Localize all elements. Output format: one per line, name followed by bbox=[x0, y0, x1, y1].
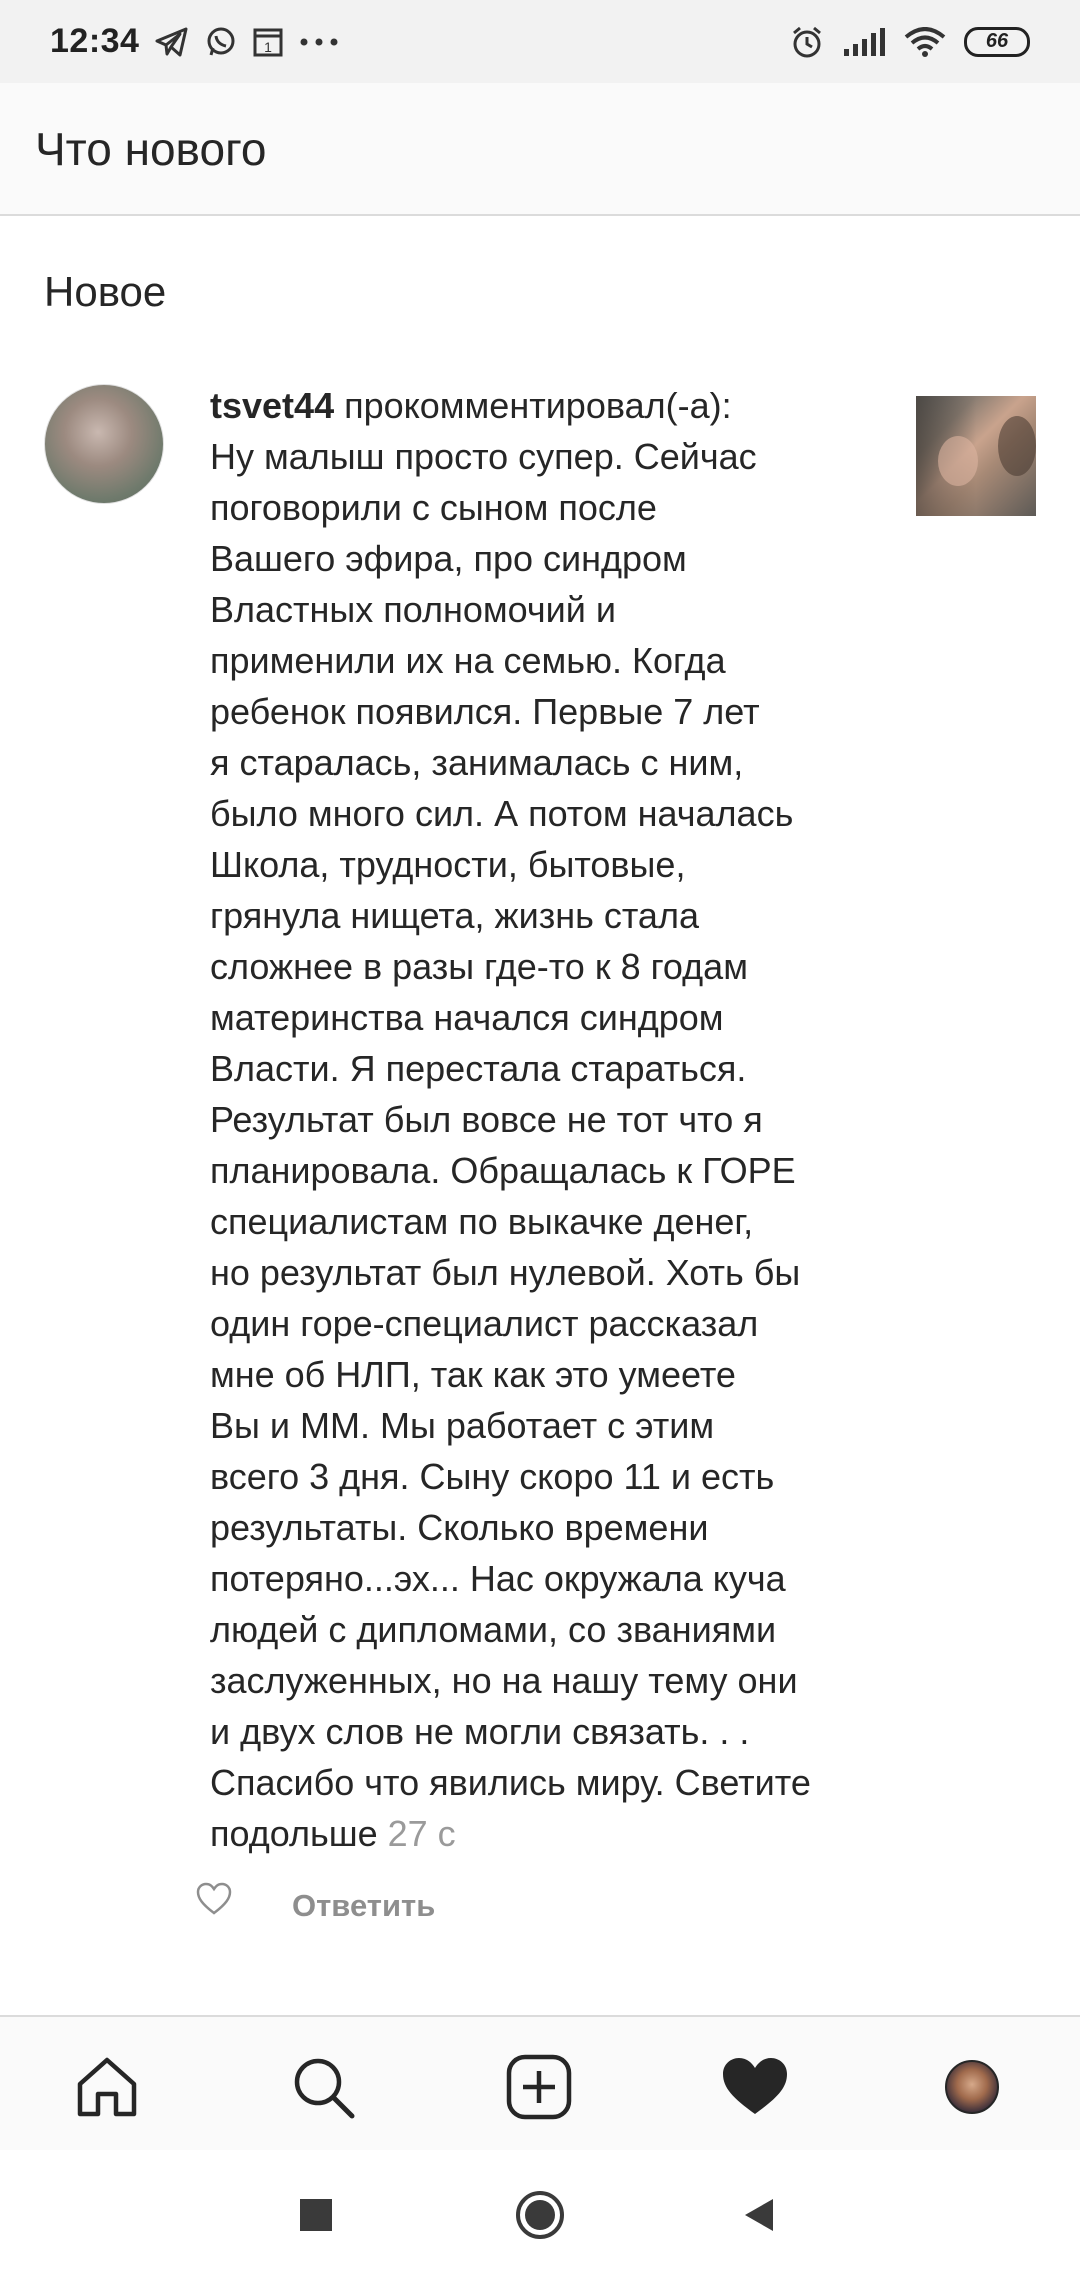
comment-line: специалистам по выкачке денег, bbox=[210, 1201, 754, 1242]
comment-line: Школа, трудности, бытовые, bbox=[210, 844, 686, 885]
alarm-icon bbox=[790, 25, 824, 59]
post-thumbnail[interactable] bbox=[916, 396, 1036, 516]
comment-line: сложнее в разы где-то к 8 годам bbox=[210, 946, 748, 987]
thumbnail-shade bbox=[998, 416, 1036, 476]
bottom-nav bbox=[0, 2015, 1080, 2150]
action-text: прокомментировал(-а): bbox=[334, 385, 732, 426]
recents-square-icon[interactable] bbox=[281, 2180, 351, 2250]
comment-last-line bbox=[210, 1808, 890, 1859]
comment-line: планировала. Обращалась к ГОРЕ bbox=[210, 1150, 796, 1191]
comment-line: применили их на семью. Когда bbox=[210, 640, 726, 681]
comment-line: но результат был нулевой. Хоть бы bbox=[210, 1252, 801, 1293]
telegram-icon bbox=[155, 27, 189, 57]
section-title: Новое bbox=[44, 268, 167, 315]
comment-text bbox=[210, 380, 890, 1859]
status-bar bbox=[0, 0, 1080, 83]
wifi-icon bbox=[904, 27, 946, 57]
comment-line: Ну малыш просто супер. Сейчас bbox=[210, 436, 757, 477]
thumbnail-shade bbox=[938, 436, 978, 486]
like-heart-icon[interactable] bbox=[196, 1882, 232, 1921]
search-icon[interactable] bbox=[283, 2047, 363, 2127]
comment-line: и двух слов не могли связать. . . bbox=[210, 1711, 750, 1752]
add-post-icon[interactable] bbox=[499, 2047, 579, 2127]
username-link[interactable]: tsvet44 bbox=[210, 385, 335, 426]
comment-line: было много сил. А потом началась bbox=[210, 793, 794, 834]
comment-line: подольше bbox=[210, 1813, 378, 1854]
comment-line: Властных полномочий и bbox=[210, 589, 616, 630]
timestamp: 27 с bbox=[387, 1813, 456, 1854]
comment-line: потеряно...эх... Нас окружала куча bbox=[210, 1558, 786, 1599]
comment-line: материнства начался синдром bbox=[210, 997, 724, 1038]
home-circle-icon[interactable] bbox=[505, 2180, 575, 2250]
comment-line: поговорили с сыном после bbox=[210, 487, 657, 528]
reply-button[interactable]: Ответить bbox=[292, 1888, 436, 1923]
comment-line: результаты. Сколько времени bbox=[210, 1507, 709, 1548]
comment-line: грянула нищета, жизнь стала bbox=[210, 895, 699, 936]
comment-line: один горе-специалист рассказал bbox=[210, 1303, 759, 1344]
comment-line: ребенок появился. Первые 7 лет bbox=[210, 691, 760, 732]
user-avatar[interactable] bbox=[44, 384, 164, 504]
comment-actions bbox=[0, 1870, 1080, 1950]
signal-icon bbox=[842, 27, 886, 57]
profile-tab[interactable] bbox=[932, 2047, 1012, 2127]
comment-line: я старалась, занималась с ним, bbox=[210, 742, 744, 783]
comment-line: Власти. Я перестала стараться. bbox=[210, 1048, 747, 1089]
battery-icon: 66 bbox=[964, 27, 1030, 57]
calendar-icon bbox=[253, 27, 283, 57]
svg-text:1: 1 bbox=[264, 38, 273, 55]
page-title: Что нового bbox=[35, 122, 267, 175]
status-right bbox=[790, 25, 1030, 59]
comment-header-line bbox=[210, 380, 890, 431]
comment-line: всего 3 дня. Сыну скоро 11 и есть bbox=[210, 1456, 775, 1497]
comment-line: людей с дипломами, со званиями bbox=[210, 1609, 777, 1650]
comment-line: заслуженных, но на нашу тему они bbox=[210, 1660, 798, 1701]
status-left bbox=[50, 22, 339, 61]
comment-line: мне об НЛП, так как это умеете bbox=[210, 1354, 736, 1395]
home-icon[interactable] bbox=[67, 2047, 147, 2127]
comment-line: Вашего эфира, про синдром bbox=[210, 538, 687, 579]
profile-avatar bbox=[945, 2060, 999, 2114]
whatsapp-icon bbox=[205, 26, 237, 58]
activity-heart-icon[interactable] bbox=[715, 2047, 795, 2127]
more-dots-icon bbox=[299, 37, 339, 47]
comment-line: Результат был вовсе не тот что я bbox=[210, 1099, 763, 1140]
comment-line: Спасибо что явились миру. Светите bbox=[210, 1762, 811, 1803]
comment-line: Вы и ММ. Мы работает с этим bbox=[210, 1405, 715, 1446]
system-nav bbox=[0, 2150, 1080, 2280]
app-header bbox=[0, 83, 1080, 216]
status-time: 12:34 bbox=[50, 22, 140, 60]
back-triangle-icon[interactable] bbox=[724, 2180, 794, 2250]
